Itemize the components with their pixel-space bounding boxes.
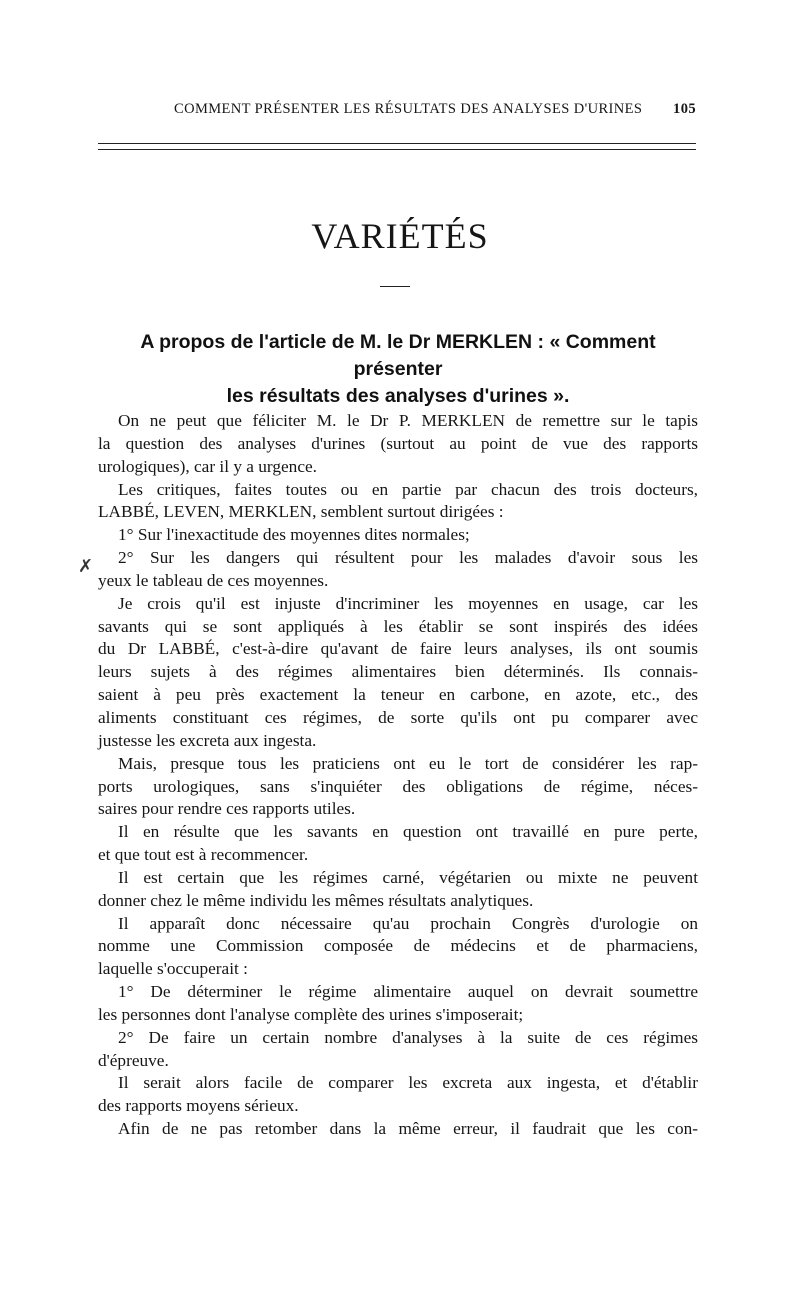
body-line: leurs sujets à des régimes alimentaires bien déterminés. Ils connais- bbox=[98, 662, 698, 682]
body-line: justesse les excreta aux ingesta. bbox=[98, 730, 317, 750]
body-line: Je crois qu'il est injuste d'incriminer les moyennes en usage, car les bbox=[118, 593, 698, 613]
body-line: 1° Sur l'inexactitude des moyennes dites normales; bbox=[118, 525, 470, 545]
body-line: ports urologiques, sans s'inquiéter des obligations de régime, néces- bbox=[98, 776, 698, 796]
body-line: donner chez le même individu les mêmes résultats analytiques. bbox=[98, 890, 534, 910]
body-line: savants qui se sont appliqués à les établir se sont inspirés des idées bbox=[98, 616, 698, 636]
body-line: et que tout est à recommencer. bbox=[98, 845, 309, 865]
body-line: du Dr LABBÉ, c'est-à-dire qu'avant de faire leurs analyses, ils ont soumis bbox=[98, 639, 698, 659]
body-line: 2° Sur les dangers qui résultent pour les malades d'avoir sous les bbox=[118, 548, 698, 568]
body-line: saient à peu près exactement la teneur en carbone, en azote, etc., des bbox=[98, 685, 698, 705]
body-line: les personnes dont l'analyse complète des urines s'imposerait; bbox=[98, 1004, 524, 1024]
running-head-title: COMMENT PRÉSENTER LES RÉSULTATS DES ANALYSES D'URINES bbox=[174, 101, 643, 117]
body-line: des rapports moyens sérieux. bbox=[98, 1096, 299, 1116]
header-rule-thin bbox=[98, 149, 696, 150]
body-line: yeux le tableau de ces moyennes. bbox=[98, 570, 329, 590]
title-divider bbox=[380, 286, 410, 287]
page-number: 105 bbox=[673, 101, 696, 117]
body-line: Il en résulte que les savants en question ont travaillé en pure perte, bbox=[118, 822, 698, 842]
body-line: urologiques), car il y a urgence. bbox=[98, 456, 317, 476]
body-line: 1° De déterminer le régime alimentaire auquel on devrait soumettre bbox=[118, 982, 698, 1002]
body-line: saires pour rendre ces rapports utiles. bbox=[98, 799, 356, 819]
article-title-line: A propos de l'article de M. le Dr MERKLEN : « Comment présenter bbox=[140, 331, 656, 380]
body-line: Les critiques, faites toutes ou en partie par chacun des trois docteurs, bbox=[118, 479, 698, 499]
header-rule-thick bbox=[98, 143, 696, 144]
body-line: LABBÉ, LEVEN, MERKLEN, semblent surtout dirigées : bbox=[98, 502, 504, 522]
margin-annotation-mark: ✗ bbox=[78, 556, 94, 576]
article-body bbox=[98, 410, 698, 1141]
body-line: nomme une Commission composée de médecins et de pharmaciens, bbox=[98, 936, 698, 956]
body-line: Il apparaît donc nécessaire qu'au prochain Congrès d'urologie on bbox=[118, 913, 698, 933]
body-line: Il est certain que les régimes carné, végétarien ou mixte ne peuvent bbox=[118, 867, 698, 887]
body-line: On ne peut que féliciter M. le Dr P. MERKLEN de remettre sur le tapis bbox=[118, 411, 698, 430]
body-line: Mais, presque tous les praticiens ont eu le tort de considérer les rap- bbox=[118, 753, 698, 773]
article-title bbox=[98, 329, 698, 410]
body-line: la question des analyses d'urines (surtout au point de vue des rapports bbox=[98, 433, 698, 453]
body-line: Il serait alors facile de comparer les excreta aux ingesta, et d'établir bbox=[118, 1073, 698, 1093]
body-line: 2° De faire un certain nombre d'analyses à la suite de ces régimes bbox=[118, 1027, 698, 1047]
body-line: laquelle s'occuperait : bbox=[98, 959, 248, 979]
section-title: VARIÉTÉS bbox=[311, 216, 489, 256]
body-line: Afin de ne pas retomber dans la même erreur, il faudrait que les con- bbox=[118, 1119, 698, 1139]
body-line: d'épreuve. bbox=[98, 1050, 169, 1070]
body-line: aliments constituant ces régimes, de sorte qu'ils ont pu comparer avec bbox=[98, 707, 698, 727]
article-title-line: les résultats des analyses d'urines ». bbox=[226, 385, 570, 407]
